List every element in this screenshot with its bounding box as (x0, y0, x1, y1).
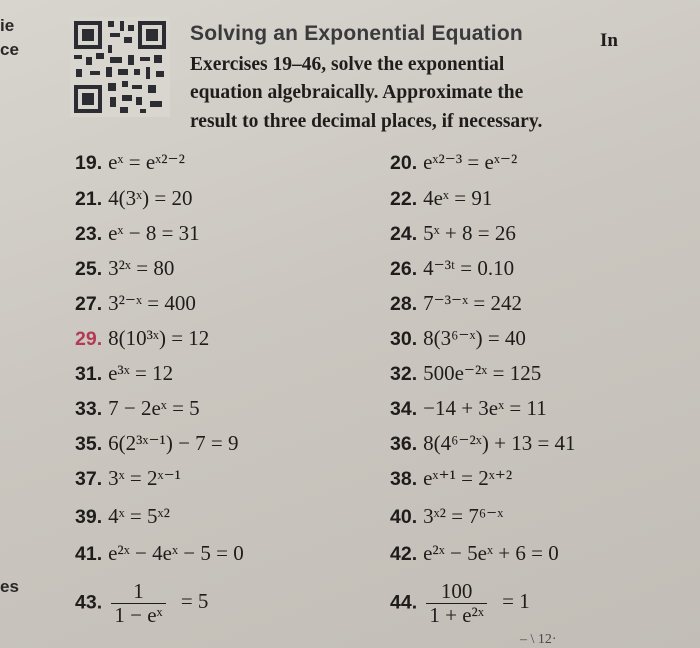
exercise-equation: 3ˣ² = 7⁶⁻ˣ (423, 504, 504, 528)
instruction-line-2: equation algebraically. Approximate the (190, 82, 524, 103)
instruction-line-3: result to three decimal places, if necessary. (190, 111, 543, 132)
exercise-number: 36. (390, 433, 418, 455)
exercise-43 (75, 580, 208, 627)
exercise-equation: −14 + 3eˣ = 11 (423, 396, 547, 420)
fraction (426, 580, 487, 627)
exercise-19 (75, 150, 185, 175)
exercise-equation: 500e⁻²ˣ = 125 (423, 361, 542, 385)
exercise-number: 32. (390, 363, 418, 385)
exercise-equation: 4(3ˣ) = 20 (108, 186, 193, 210)
exercise-equation: e²ˣ − 4eˣ − 5 = 0 (108, 541, 244, 565)
exercise-rhs: = 1 (502, 589, 530, 614)
exercise-equation: e³ˣ = 12 (108, 361, 174, 385)
exercise-28 (390, 291, 522, 316)
exercise-42 (390, 541, 559, 566)
exercise-number: 24. (390, 223, 418, 245)
section-title-suffix: In (600, 30, 618, 51)
exercise-number: 35. (75, 433, 103, 455)
exercise-number: 33. (75, 398, 103, 420)
exercise-number: 43. (75, 591, 103, 614)
exercise-equation: 8(3⁶⁻ˣ) = 40 (423, 326, 526, 350)
exercise-27 (75, 291, 196, 316)
exercise-30 (390, 326, 526, 351)
exercise-number: 37. (75, 468, 103, 490)
instruction-line-1: Exercises 19–46, solve the exponential (190, 54, 505, 75)
exercise-40 (390, 504, 503, 529)
exercise-equation: 6(2³ˣ⁻¹) − 7 = 9 (108, 431, 239, 455)
exercise-number: 44. (390, 591, 418, 614)
exercise-29 (75, 326, 209, 351)
exercise-equation: 3ˣ = 2ˣ⁻¹ (108, 466, 181, 490)
exercise-number: 21. (75, 188, 103, 210)
exercise-number: 40. (390, 506, 418, 528)
exercise-32 (390, 361, 541, 386)
exercise-35 (75, 431, 239, 456)
margin-text-second: ce (0, 40, 19, 59)
exercise-25 (75, 256, 174, 281)
exercise-equation: 4eˣ = 91 (423, 186, 493, 210)
fraction-denominator: 1 − eˣ (114, 603, 163, 627)
exercise-36 (390, 431, 576, 456)
exercise-equation: 7⁻³⁻ˣ = 242 (423, 291, 522, 315)
exercise-equation: eˣ²⁻³ = eˣ⁻² (423, 150, 518, 174)
exercise-21 (75, 186, 193, 211)
fraction-numerator: 1 (111, 580, 165, 604)
exercise-44 (390, 580, 530, 627)
exercise-equation: 7 − 2eˣ = 5 (108, 396, 200, 420)
margin-text-top: ie (0, 16, 15, 35)
exercise-26 (390, 256, 514, 281)
exercise-equation: 8(4⁶⁻²ˣ) + 13 = 41 (423, 431, 576, 455)
exercise-equation: eˣ = eˣ²⁻² (108, 150, 185, 174)
exercise-number: 23. (75, 223, 103, 245)
margin-text-lower: es (0, 577, 19, 596)
exercise-number: 30. (390, 328, 418, 350)
cut-off-text: – \ 12· (520, 632, 557, 647)
exercise-number: 39. (75, 506, 103, 528)
exercise-number: 25. (75, 258, 103, 280)
exercise-number: 27. (75, 293, 103, 315)
exercise-number: 31. (75, 363, 103, 385)
exercise-34 (390, 396, 547, 421)
section-title: Solving an Exponential Equation (190, 22, 523, 45)
exercise-number: 22. (390, 188, 418, 210)
exercise-41 (75, 541, 244, 566)
exercise-39 (75, 504, 170, 529)
exercise-24 (390, 221, 516, 246)
exercise-number: 38. (390, 468, 418, 490)
exercise-equation: 5ˣ + 8 = 26 (423, 221, 516, 245)
exercise-equation: 4⁻³ᵗ = 0.10 (423, 256, 515, 280)
exercise-22 (390, 186, 492, 211)
exercise-number: 34. (390, 398, 418, 420)
exercise-33 (75, 396, 200, 421)
exercise-37 (75, 466, 181, 491)
exercise-equation: e²ˣ − 5eˣ + 6 = 0 (423, 541, 559, 565)
fraction (111, 580, 165, 627)
exercise-20 (390, 150, 517, 175)
exercise-rhs: = 5 (180, 589, 209, 614)
exercise-equation: 4ˣ = 5ˣ² (108, 504, 170, 528)
exercise-31 (75, 361, 173, 386)
fraction-numerator: 100 (426, 580, 487, 604)
exercise-number: 42. (390, 543, 418, 565)
exercise-number: 19. (75, 152, 103, 174)
exercise-23 (75, 221, 200, 246)
exercise-number-highlighted: 29. (75, 328, 103, 350)
qr-code-icon (70, 17, 170, 117)
exercise-number: 20. (390, 152, 418, 174)
exercise-equation: 3²⁻ˣ = 400 (108, 291, 196, 315)
exercise-equation: eˣ⁺¹ = 2ˣ⁺² (423, 466, 513, 490)
exercise-38 (390, 466, 512, 491)
exercise-number: 41. (75, 543, 103, 565)
exercise-number: 28. (390, 293, 418, 315)
exercise-number: 26. (390, 258, 418, 280)
exercise-equation: 3²ˣ = 80 (108, 256, 175, 280)
exercise-equation: 8(10³ˣ) = 12 (108, 326, 210, 350)
fraction-denominator: 1 + e²ˣ (429, 603, 484, 627)
exercise-equation: eˣ − 8 = 31 (108, 221, 200, 245)
